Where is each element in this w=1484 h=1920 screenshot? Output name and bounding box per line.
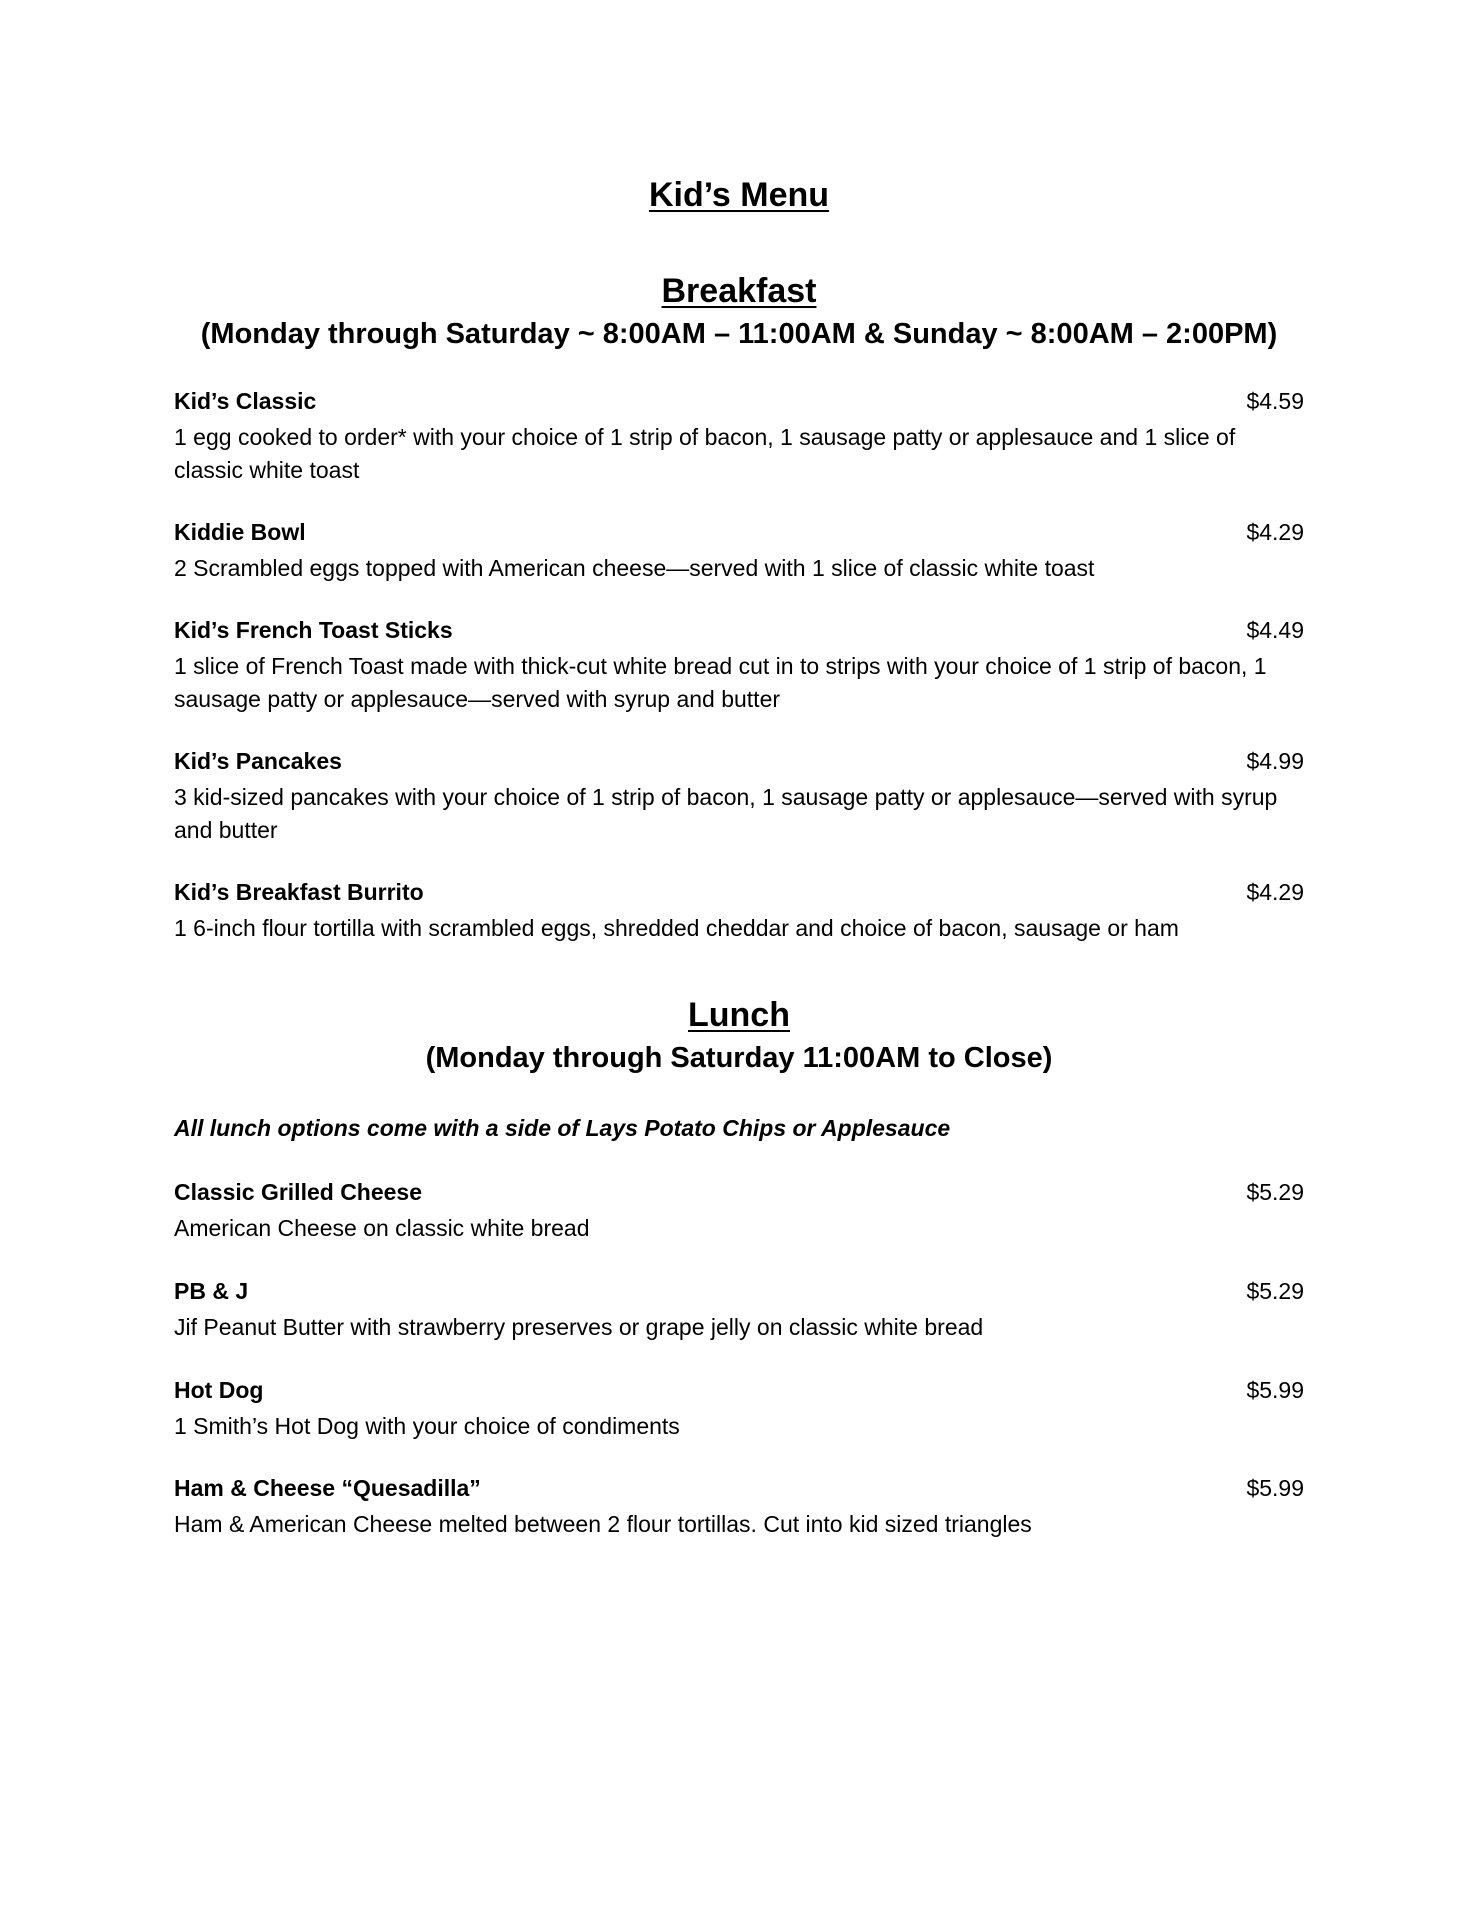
item-price: $5.99 [1246,1475,1304,1501]
item-description: 2 Scrambled eggs topped with American cheese—served with 1 slice of classic white toast [174,555,1095,581]
item-description: Ham & American Cheese melted between 2 flour tortillas. Cut into kid sized triangles [174,1511,1032,1537]
menu-item [174,1377,1304,1443]
item-description: 1 6-inch flour tortilla with scrambled eggs, shredded cheddar and choice of bacon, sausage or ham [174,915,1179,941]
item-price: $5.29 [1246,1179,1304,1205]
item-name: Kid’s Classic [174,388,317,414]
breakfast-hours: (Monday through Saturday ~ 8:00AM – 11:00AM & Sunday ~ 8:00AM – 2:00PM) [200,318,1278,350]
item-name: Kid’s Pancakes [174,748,342,774]
item-name: Kid’s Breakfast Burrito [174,879,424,905]
item-price: $5.99 [1246,1377,1304,1403]
breakfast-heading: Breakfast [661,272,817,310]
item-description: 3 kid-sized pancakes with your choice of 1 strip of bacon, 1 sausage patty or applesauce—served with syrup and butter [174,784,1278,843]
menu-item [174,1278,1304,1344]
menu-item [174,1475,1304,1541]
menu-item [174,617,1304,716]
lunch-hours: (Monday through Saturday 11:00AM to Close) [425,1042,1053,1074]
menu-item [174,519,1304,585]
item-name: Hot Dog [174,1377,264,1403]
item-description: 1 egg cooked to order* with your choice of 1 strip of bacon, 1 sausage patty or applesauce and 1 slice of classic white toast [174,424,1236,483]
lunch-heading: Lunch [688,996,790,1034]
menu-item [174,879,1304,945]
item-description: 1 slice of French Toast made with thick-cut white bread cut in to strips with your choice of 1 strip of bacon, 1 sausage patty or applesauce—served with syrup and butter [174,653,1267,712]
item-price: $4.29 [1246,519,1304,545]
menu-item [174,748,1304,847]
item-price: $5.29 [1246,1278,1304,1304]
item-description: 1 Smith’s Hot Dog with your choice of condiments [174,1413,680,1439]
menu-title: Kid’s Menu [648,176,830,214]
item-price: $4.99 [1246,748,1304,774]
item-name: Classic Grilled Cheese [174,1179,423,1205]
item-price: $4.49 [1246,617,1304,643]
item-price: $4.29 [1246,879,1304,905]
item-name: PB & J [174,1278,249,1304]
menu-item [174,1179,1304,1245]
item-name: Ham & Cheese “Quesadilla” [174,1475,481,1501]
item-price: $4.59 [1246,388,1304,414]
item-name: Kiddie Bowl [174,519,306,545]
item-description: American Cheese on classic white bread [174,1215,590,1241]
menu-item [174,388,1304,487]
item-name: Kid’s French Toast Sticks [174,617,453,643]
item-description: Jif Peanut Butter with strawberry preserves or grape jelly on classic white bread [174,1314,984,1340]
lunch-note: All lunch options come with a side of Lays Potato Chips or Applesauce [174,1115,951,1141]
